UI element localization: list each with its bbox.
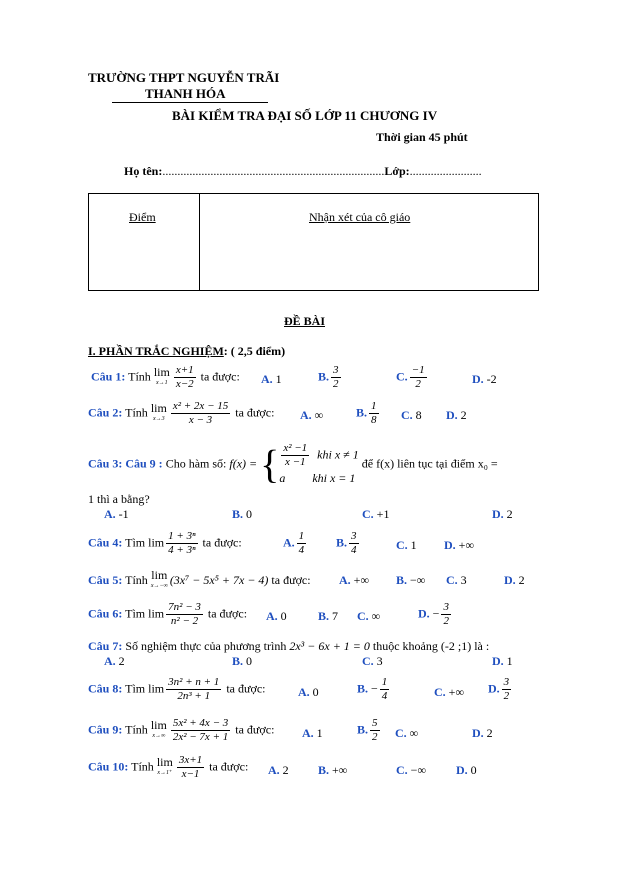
class-label: Lớp: <box>384 164 410 178</box>
q1-option-c[interactable]: C. $\frac{-1}{2}$ <box>396 364 425 390</box>
q6-option-b[interactable]: B. 7 <box>318 609 339 623</box>
score-label: Điểm <box>129 210 156 224</box>
q6-option-a[interactable]: A. 0 <box>266 609 287 623</box>
q9-option-a[interactable]: A. 1 <box>302 726 323 740</box>
q5-option-d[interactable]: D. 2 <box>504 573 525 587</box>
question-1 <box>91 364 240 391</box>
q2-ta-duoc: ta được: <box>235 405 275 420</box>
city-name: THANH HÓA <box>145 86 226 101</box>
question-3 <box>88 442 498 487</box>
question-7 <box>88 639 489 654</box>
question-6 <box>88 601 247 628</box>
part1-points: : ( 2,5 điểm) <box>223 344 286 358</box>
q3-text: Cho hàm số: <box>165 456 227 471</box>
q7-label: Câu 7: <box>88 639 123 653</box>
q9-option-d[interactable]: D. 2 <box>472 726 493 740</box>
q5-option-c[interactable]: C. 3 <box>446 573 467 587</box>
q2-fraction: $\frac{\text{x² + 2x − 15}}{x - 3}$ <box>172 400 229 426</box>
q5-option-b[interactable]: B. −∞ <box>396 573 426 587</box>
question-4 <box>88 530 242 557</box>
q10-label: Câu 10: <box>88 759 129 774</box>
q2-verb: Tính <box>125 405 148 420</box>
q10-fraction: $\frac{3x+1}{x-1}$ <box>178 754 203 780</box>
header-rule <box>112 102 268 103</box>
q8-ta-duoc: ta được: <box>226 681 266 696</box>
q6-fraction: $\frac{\text{7n² − 3}}{\text{n² − 2}}$ <box>168 601 201 627</box>
q8-option-a[interactable]: A. 0 <box>298 685 319 699</box>
q10-lim: lim x→1⁺ <box>156 754 173 776</box>
q4-option-d[interactable]: D. +∞ <box>444 538 474 552</box>
q9-verb: Tính <box>125 722 148 737</box>
q8-verb: Tìm <box>125 681 146 696</box>
class-dots[interactable]: ........................ <box>409 164 482 178</box>
q8-label: Câu 8: <box>88 681 123 696</box>
question-5 <box>88 570 311 592</box>
q1-option-d[interactable]: D. -2 <box>472 372 497 386</box>
q8-lim: lim <box>148 681 165 696</box>
q3-fx: f(x) = <box>229 456 258 471</box>
q4-verb: Tìm <box>125 535 146 550</box>
exam-title: BÀI KIỂM TRA ĐẠI SỐ LỚP 11 CHƯƠNG IV <box>172 108 438 123</box>
q7-option-b[interactable]: B. 0 <box>232 654 253 668</box>
q1-ta-duoc: ta được: <box>200 369 240 384</box>
q4-option-c[interactable]: C. 1 <box>396 538 417 552</box>
q1-verb: Tính <box>128 369 151 384</box>
exam-time: Thời gian 45 phút <box>376 130 468 144</box>
q10-verb: Tính <box>131 759 154 774</box>
q10-option-b[interactable]: B. +∞ <box>318 763 348 777</box>
q3-brace: { <box>260 441 280 487</box>
q3-option-a[interactable]: A. -1 <box>104 507 129 521</box>
q1-fraction: $\frac{x+1}{x-2}$ <box>175 364 194 390</box>
q1-option-a[interactable]: A. 1 <box>261 372 282 386</box>
q7-option-c[interactable]: C. 3 <box>362 654 383 668</box>
q3-label: Câu 3: <box>88 456 123 471</box>
q5-expr: (3x⁷ − 5x⁵ + 7x − 4) <box>169 572 269 587</box>
q9-fraction: $\frac{\text{5x² + 4x − 3}}{\text{2x² − 7x + 1}}$ <box>172 717 229 743</box>
q3-tail: để f(x) liên tục tại điểm x₀ = <box>361 456 498 471</box>
q4-label: Câu 4: <box>88 535 123 550</box>
name-dots[interactable]: .......................................................................... <box>162 164 385 178</box>
q4-fraction: $\frac{\text{1 + 3ⁿ}}{\text{4 + 3ⁿ}}$ <box>168 530 196 556</box>
q2-option-b[interactable]: B. $\frac{1}{8}$ <box>356 400 377 426</box>
section-title: ĐỀ BÀI <box>284 314 326 328</box>
part1-title <box>88 344 285 359</box>
q5-label: Câu 5: <box>88 572 123 587</box>
q9-lim: lim x→∞ <box>150 717 167 739</box>
q5-verb: Tính <box>125 572 148 587</box>
name-label: Họ tên: <box>124 164 163 178</box>
q4-option-b[interactable]: B. $\frac{3}{4}$ <box>336 530 357 556</box>
q9-option-c[interactable]: C. ∞ <box>395 726 419 740</box>
q3-cases: $\frac{\text{x² −1}}{x -1}$ khi x ≠ 1 a khi x = 1 <box>279 442 359 485</box>
q2-lim: lim x→3 <box>150 400 167 422</box>
q2-label: Câu 2: <box>88 405 123 420</box>
q7-option-d[interactable]: D. 1 <box>492 654 513 668</box>
q4-option-a[interactable]: A. $\frac{1}{4}$ <box>283 530 305 556</box>
q6-option-c[interactable]: C. ∞ <box>357 609 381 623</box>
q7-option-a[interactable]: A. 2 <box>104 654 125 668</box>
q8-fraction: $\frac{\text{3n² + n + 1}}{\text{2n³ + 1}}$ <box>168 676 220 702</box>
question-2 <box>88 400 274 427</box>
q3-prefix: Câu 9 : <box>125 456 163 471</box>
q5-option-a[interactable]: A. +∞ <box>339 573 369 587</box>
question-10 <box>88 754 248 781</box>
q8-option-c[interactable]: C. +∞ <box>434 685 464 699</box>
question-9 <box>88 717 274 744</box>
score-divider <box>199 194 200 290</box>
q9-option-b[interactable]: B. $\frac{5}{2}$ <box>357 717 378 743</box>
q5-lim: lim x→−∞ <box>150 568 168 589</box>
q1-label: Câu 1: <box>91 369 126 384</box>
q3-option-b[interactable]: B. 0 <box>232 507 253 521</box>
q1-option-b[interactable]: B. $\frac{3}{2}$ <box>318 364 339 390</box>
q4-ta-duoc: ta được: <box>202 535 242 550</box>
question-8 <box>88 676 265 703</box>
q7-text: Số nghiệm thực của phương trình <box>125 639 287 653</box>
school-name: TRƯỜNG THPT NGUYỄN TRÃI <box>88 70 280 85</box>
q10-option-c[interactable]: C. −∞ <box>396 763 426 777</box>
name-line <box>124 164 482 179</box>
score-table <box>88 193 539 291</box>
q10-option-a[interactable]: A. 2 <box>268 763 289 777</box>
q3-line2: 1 thì a bằng? <box>88 492 150 506</box>
q6-verb: Tìm <box>125 606 146 621</box>
q6-ta-duoc: ta được: <box>207 606 248 621</box>
q6-label: Câu 6: <box>88 606 123 621</box>
q9-label: Câu 9: <box>88 722 123 737</box>
q10-ta-duoc: ta được: <box>209 759 249 774</box>
q6-lim: lim <box>148 606 165 621</box>
q8-option-b[interactable]: B. − $\frac{1}{4}$ <box>357 676 388 702</box>
part1-heading: I. PHẦN TRẮC NGHIỆM <box>88 344 224 358</box>
q5-ta-duoc: ta được: <box>271 572 311 587</box>
q10-option-d[interactable]: D. 0 <box>456 763 477 777</box>
q3-option-c[interactable]: C. +1 <box>362 507 390 521</box>
q9-ta-duoc: ta được: <box>235 722 275 737</box>
q2-option-a[interactable]: A. ∞ <box>300 408 324 422</box>
comment-label: Nhận xét của cô giáo <box>309 210 411 224</box>
q2-option-d[interactable]: D. 2 <box>446 408 467 422</box>
q1-lim: lim x→1 <box>153 364 170 386</box>
q6-option-d[interactable]: D. − $\frac{3}{2}$ <box>418 601 449 627</box>
q2-option-c[interactable]: C. 8 <box>401 408 422 422</box>
q4-lim: lim <box>148 535 165 550</box>
q7-equation: 2x³ − 6x + 1 = 0 <box>289 639 370 653</box>
q7-tail: thuộc khoảng (-2 ;1) là : <box>372 639 490 653</box>
q3-option-d[interactable]: D. 2 <box>492 507 513 521</box>
q8-option-d[interactable]: D. $\frac{3}{2}$ <box>488 676 510 702</box>
